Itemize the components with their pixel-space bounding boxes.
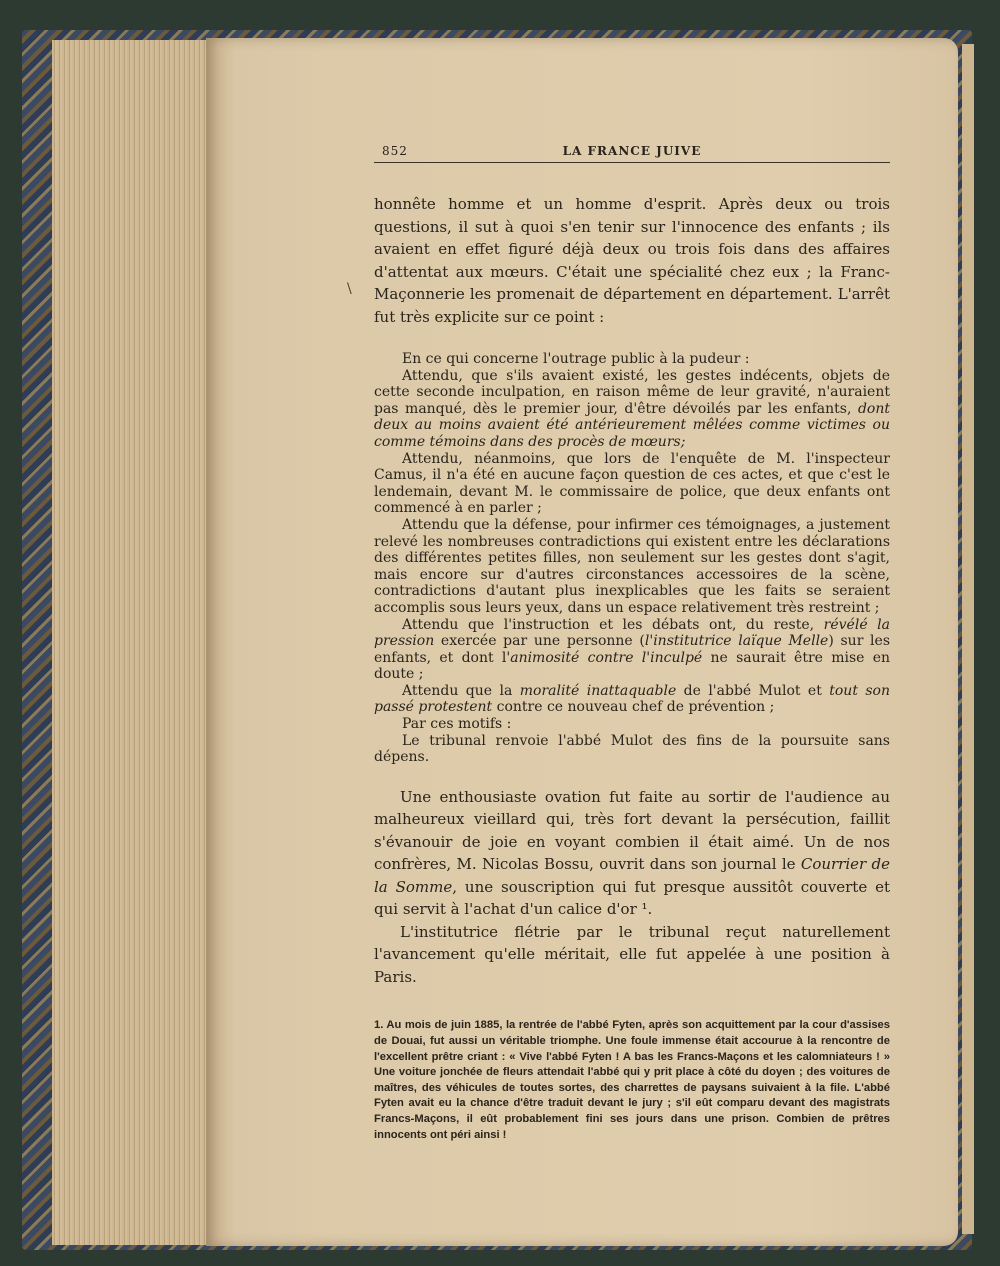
paragraph-institutrice: L'institutrice flétrie par le tribunal reçut naturellement l'avancement qu'elle méritait, elle fut appelée à une position à Paris. <box>374 922 890 986</box>
quote-text: Attendu que l'instruction et les débats ont, du reste, <box>402 616 824 633</box>
quote-text: Attendu, que s'ils avaient existé, les gestes indécents, objets de cette seconde inculpation, en raison même de leur gravité, n'auraient pas manqué, dès le premier jour, d'être dévoilés par les enfants, <box>374 367 890 417</box>
quote-line-1: En ce qui concerne l'outrage public à la pudeur : <box>402 351 750 367</box>
newspaper-title: Courrier de la Somme <box>374 855 890 896</box>
court-ruling-quote <box>374 351 890 766</box>
quote-text: exercée par une personne ( <box>434 633 645 650</box>
paragraph-text: Une enthousiaste ovation fut faite au sortir de l'audience au malheureux vieillard qui, très fort devant la persécution, faillit s'évanouir de joie en voyant combien il était aimé. Un de nos confrères, M. Nicolas Bossu, ouvrit dans son journal le <box>374 787 890 874</box>
page-edges <box>52 40 226 1245</box>
quote-para-4: Attendu que la défense, pour infirmer ces témoignages, a justement relevé les nombreuses contradictions qui existent entre les déclarations des différentes petites filles, non seulement sur les gestes dont s'agit, mais encore sur d'autres circonstances accessoires de la scène, contradictions d'autant plus inexplicables que les faits se seraient accomplis sous leurs yeux, dans un espace relativement très restreint ; <box>374 516 890 616</box>
page-number: 852 <box>382 144 408 158</box>
paragraph-ovation <box>374 786 890 921</box>
quote-italic: moralité inattaquable <box>519 682 677 699</box>
quote-text: Attendu que la <box>402 682 520 699</box>
quote-para-5 <box>374 617 890 683</box>
quote-text: de l'abbé Mulot et <box>676 682 830 699</box>
quote-text: contre ce nouveau chef de prévention ; <box>492 699 775 716</box>
quote-para-3: Attendu, néanmoins, que lors de l'enquête de M. l'inspecteur Camus, il n'a été en aucune façon question de ces actes, et que c'est le lendemain, devant M. le commissaire de police, que deux enfants ont commencé à en parler ; <box>374 450 890 517</box>
paragraph-text: , une souscription qui fut presque aussitôt couverte et qui servit à l'achat d'un calice d'or ¹. <box>374 877 891 919</box>
running-title: LA FRANCE JUIVE <box>562 144 702 158</box>
quote-para-8: Le tribunal renvoie l'abbé Mulot des fins de la poursuite sans dépens. <box>374 732 890 766</box>
footnote: 1. Au mois de juin 1885, la rentrée de l'abbé Fyten, après son acquittement par la cour d'assises de Douai, fut aussi un véritable triomphe. Une foule immense était accourue à la rencontre de l'excellent prêtre criant : « Vive l'abbé Fyten ! A bas les Francs-Maçons et les calomniateurs ! » Une voiture jonchée de fleurs attendait l'abbé qui y prit place à côté du doyen ; des voitures de maîtres, des véhicules de toutes sortes, des charrettes de paysans suivaient à la file. L'abbé Fyten avait eu la chance d'être traduit devant le jury ; s'il eût comparu devant des magistrats Francs-Maçons, il eût probablement fini ses jours dans une prison. Combien de prêtres innocents ont péri ainsi ! <box>374 1019 890 1141</box>
running-head <box>374 140 890 163</box>
quote-para-7: Par ces motifs : <box>402 716 512 733</box>
quote-text: ) sur les enfants, et dont l' <box>374 633 891 666</box>
quote-italic: l'institutrice laïque Melle <box>644 633 829 650</box>
quote-italic: révélé la pression <box>374 616 890 650</box>
quote-para-6 <box>374 683 890 716</box>
margin-mark: \ <box>347 281 352 297</box>
facing-page-edge <box>962 44 974 1234</box>
text-block <box>374 140 890 1154</box>
quote-italic: animosité contre l'inculpé <box>510 649 703 666</box>
quote-para-2 <box>374 368 890 451</box>
intro-paragraph: honnête homme et un homme d'esprit. Après deux ou trois questions, il sut à quoi s'en tenir sur l'innocence des enfants ; ils avaient en effet figuré déjà deux ou trois fois dans des affaires d'attentat aux mœurs. C'était une spécialité chez eux ; la Franc-Maçonnerie les promenait de département en département. L'arrêt fut très explicite sur ce point : <box>374 195 890 326</box>
quote-text: ne saurait être mise en doute ; <box>374 649 891 683</box>
quote-italic: tout son passé protestent <box>374 682 890 716</box>
quote-italic: dont deux au moins avaient été antérieurement mêlées comme victimes ou comme témoins dans des procès de mœurs; <box>374 400 890 450</box>
